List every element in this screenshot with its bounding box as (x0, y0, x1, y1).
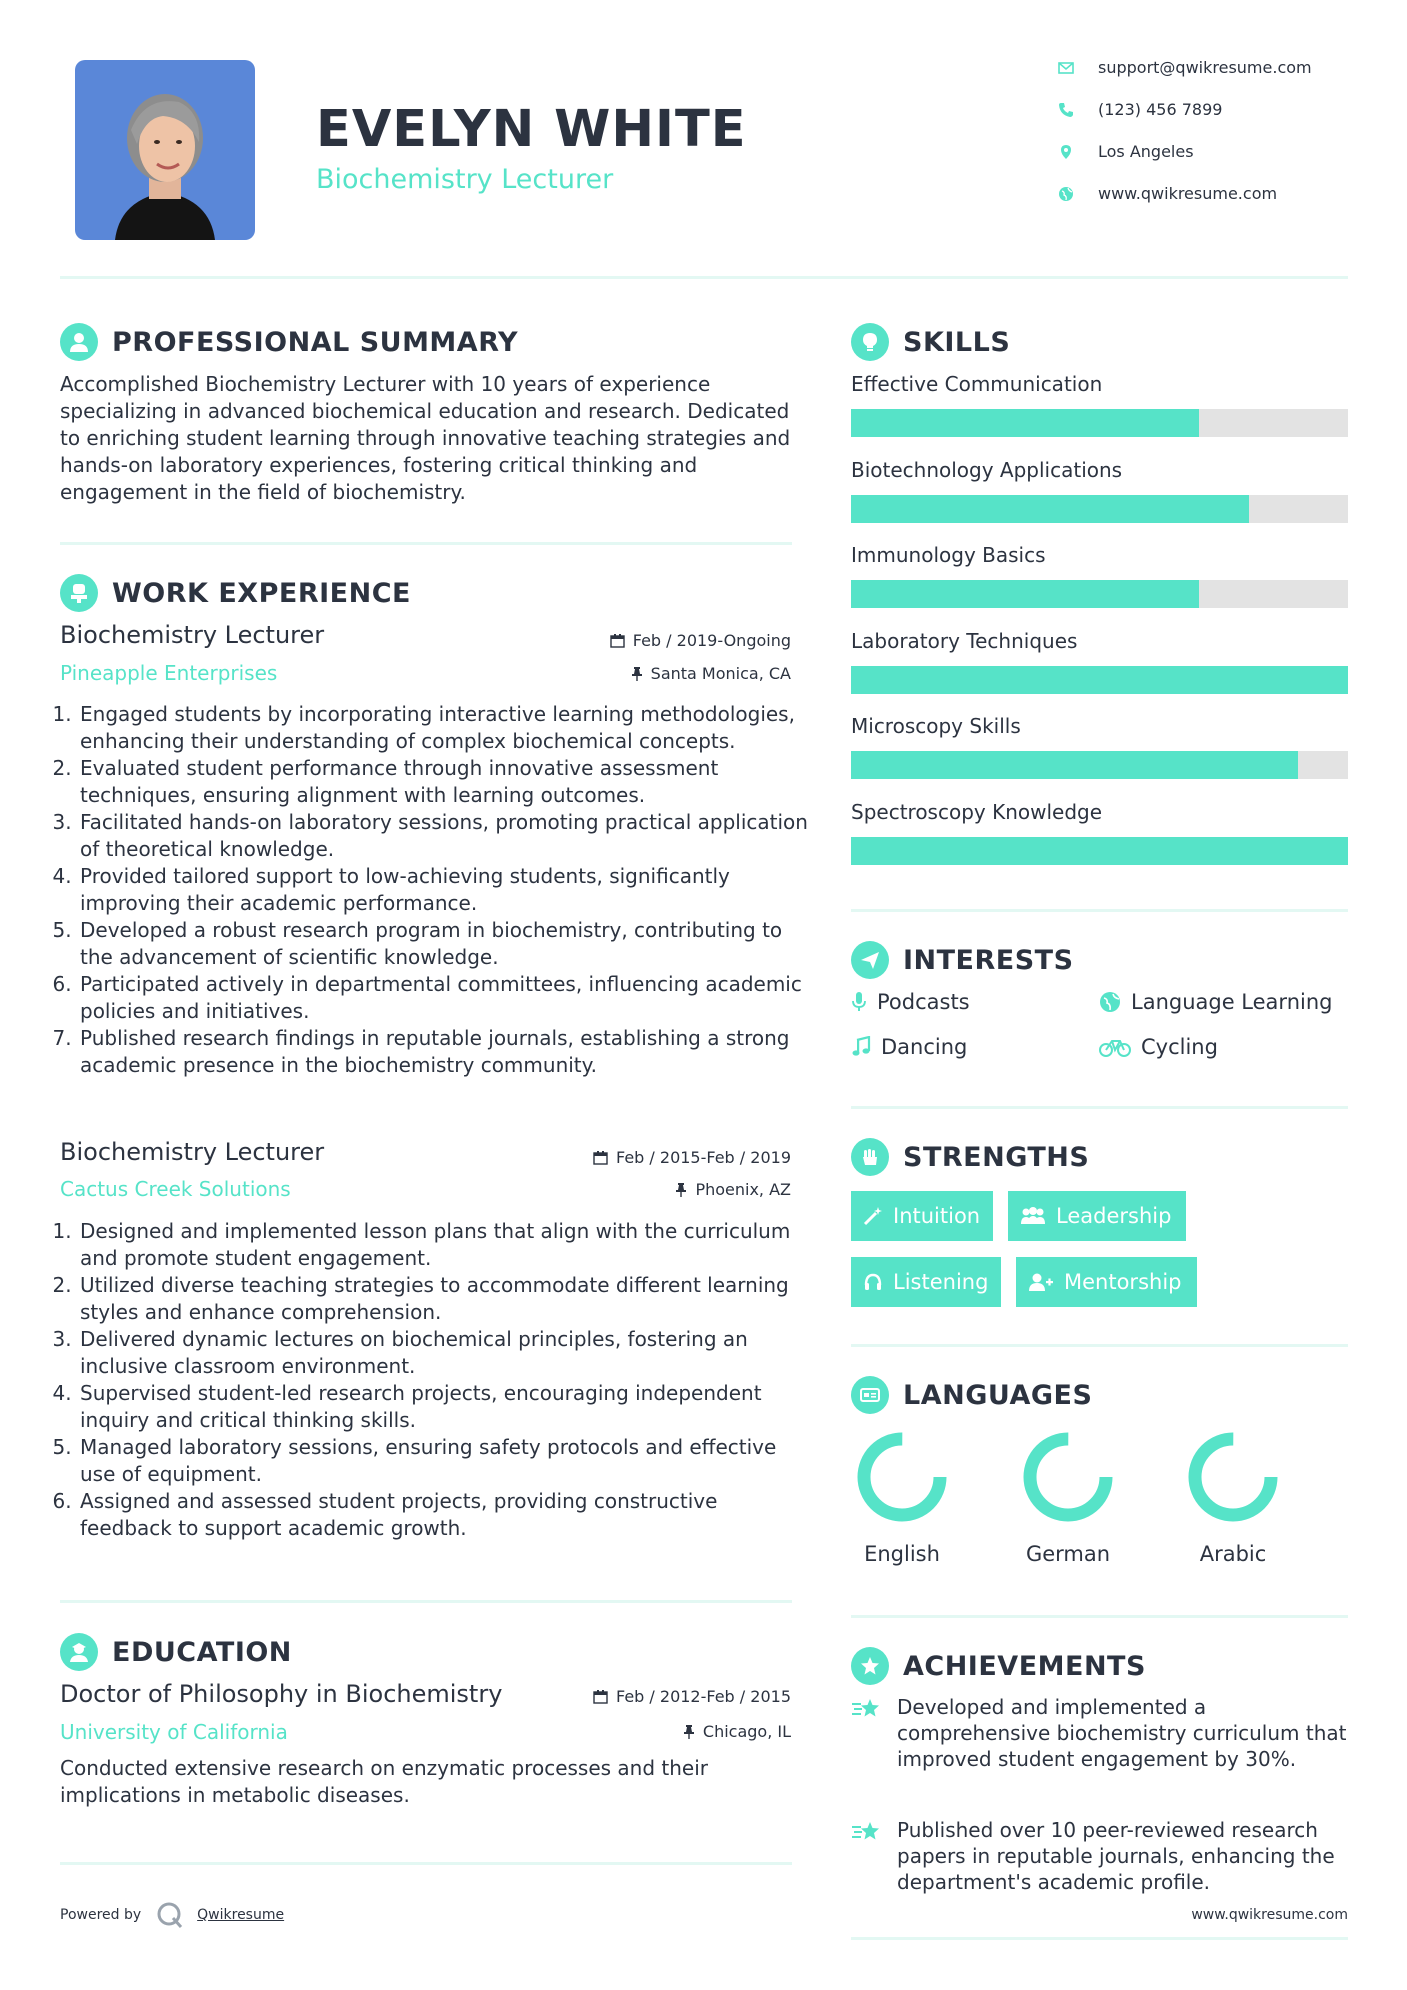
skill-name: Microscopy Skills (851, 714, 1021, 738)
skills-heading-text: SKILLS (903, 326, 1011, 358)
calendar-icon (593, 1689, 608, 1704)
summary-heading (60, 323, 518, 361)
header-divider (60, 276, 1348, 279)
phone-icon (1058, 102, 1074, 118)
strength-tag (1008, 1191, 1186, 1241)
experience-heading-text: WORK EXPERIENCE (112, 577, 411, 609)
skill-bar-fill (851, 495, 1249, 523)
language-ring-arc (864, 1439, 940, 1515)
graduation-icon (60, 1633, 98, 1671)
paper-plane-icon (851, 941, 889, 979)
strength-label: Leadership (1056, 1204, 1172, 1228)
language-ring (847, 1422, 957, 1532)
skill-name: Spectroscopy Knowledge (851, 799, 1103, 824)
strength-label: Intuition (893, 1204, 981, 1228)
education-dates (491, 1687, 791, 1706)
list-item: 2. Utilized diverse teaching strategies to accommodate different learning styles and enhance comprehension. (78, 1272, 808, 1326)
language-name: Arabic (1199, 1542, 1267, 1566)
candidate-name: EVELYN WHITE (316, 100, 747, 159)
pin-icon (683, 1724, 695, 1739)
experience-divider (60, 1600, 792, 1603)
job-title: Biochemistry Lecturer (60, 621, 325, 649)
interest-item (851, 990, 970, 1014)
pin-icon (631, 666, 643, 681)
job-title: Biochemistry Lecturer (60, 1138, 325, 1166)
job-location-text: Santa Monica, CA (650, 664, 791, 683)
job-dates-text: Feb / 2019-Ongoing (632, 631, 791, 650)
contact-phone-text: (123) 456 7899 (1098, 100, 1223, 119)
job-company: Cactus Creek Solutions (60, 1177, 291, 1201)
list-item: 1. Designed and implemented lesson plans that align with the curriculum and promote student engagement. (78, 1218, 808, 1272)
summary-divider (60, 542, 792, 545)
globe-icon (1058, 186, 1074, 202)
music-note-icon (851, 1036, 871, 1058)
strength-tag (1016, 1257, 1197, 1307)
strength-label: Listening (893, 1270, 989, 1294)
language-ring-arc (1195, 1439, 1271, 1515)
list-item: 5. Developed a robust research program in biochemistry, contributing to the advancement of scientific knowledge. (78, 917, 808, 971)
job-location-text: Phoenix, AZ (695, 1180, 791, 1199)
achievement-item (851, 1694, 1348, 1772)
list-item: 5. Managed laboratory sessions, ensuring safety protocols and effective use of equipment. (78, 1434, 808, 1488)
powered-by (60, 1900, 284, 1930)
user-plus-icon (1028, 1272, 1054, 1292)
skills-heading (851, 323, 1010, 361)
job-company: Pineapple Enterprises (60, 661, 278, 685)
list-item: 3. Facilitated hands-on laboratory sessions, promoting practical application of theoretical knowledge. (78, 809, 808, 863)
skill-bar (851, 837, 1348, 865)
language-name: German (1025, 1542, 1111, 1566)
degree-title: Doctor of Philosophy in Biochemistry (60, 1680, 503, 1708)
education-heading-text: EDUCATION (112, 1636, 292, 1668)
skill-name: Immunology Basics (851, 543, 1046, 567)
contact-location-text: Los Angeles (1098, 142, 1194, 161)
education-text: Conducted extensive research on enzymatic processes and their implications in metabolic diseases. (60, 1756, 709, 1807)
education-divider (60, 1862, 792, 1865)
briefcase-icon (60, 574, 98, 612)
skill-name: Effective Communication (851, 372, 1103, 396)
candidate-title: Biochemistry Lecturer (316, 164, 614, 195)
contact-website[interactable] (1058, 184, 1277, 203)
location-icon (1058, 144, 1074, 160)
contact-email[interactable] (1058, 58, 1312, 77)
list-item: 6. Assigned and assessed student projects, providing constructive feedback to support academic growth. (78, 1488, 808, 1542)
magic-wand-icon (863, 1206, 883, 1226)
job-dates (491, 631, 791, 650)
pin-icon (675, 1182, 687, 1197)
languages-heading (851, 1376, 1092, 1414)
achievements-heading-text: ACHIEVEMENTS (903, 1650, 1146, 1682)
school-name: University of California (60, 1720, 288, 1744)
skill-bar (851, 666, 1348, 694)
contact-location (1058, 142, 1194, 161)
education-location-text: Chicago, IL (702, 1722, 791, 1741)
list-item: 4. Provided tailored support to low-achieving students, significantly improving their academic performance. (78, 863, 808, 917)
lightbulb-icon (851, 323, 889, 361)
strengths-divider (851, 1344, 1348, 1347)
skill-bar (851, 495, 1348, 523)
microphone-icon (851, 991, 867, 1013)
education-heading (60, 1633, 292, 1671)
skill-name: Biotechnology Applications (851, 457, 1123, 482)
language-ring (1178, 1422, 1288, 1532)
achievement-item (851, 1817, 1348, 1895)
language-ring (1013, 1422, 1123, 1532)
id-card-icon (851, 1376, 889, 1414)
footer-divider (851, 1937, 1348, 1940)
skill-bar-fill (851, 751, 1298, 779)
skills-divider (851, 909, 1348, 912)
qwikresume-logo-icon (155, 1900, 185, 1930)
contact-website-text: www.qwikresume.com (1098, 184, 1278, 203)
list-item: 7. Published research findings in reputable journals, establishing a strong academic presence in the biochemistry community. (78, 1025, 808, 1079)
language-name: English (864, 1542, 940, 1566)
interest-item (851, 1035, 967, 1059)
calendar-icon (610, 633, 625, 648)
interest-item (1099, 1035, 1218, 1059)
job-location (491, 664, 791, 683)
strength-tag (851, 1191, 993, 1241)
list-item: 3. Delivered dynamic lectures on biochemical principles, fostering an inclusive classroom environment. (78, 1326, 808, 1380)
list-item: 1. Engaged students by incorporating interactive learning methodologies, enhancing their understanding of complex biochemical concepts. (78, 701, 808, 755)
users-icon (1020, 1206, 1046, 1226)
skill-bar (851, 751, 1348, 779)
achievement-text: Published over 10 peer-reviewed research papers in reputable journals, enhancing the department's academic profile. (897, 1818, 1335, 1894)
globe-icon (1099, 991, 1121, 1013)
language-ring-arc (1030, 1439, 1106, 1515)
experience-heading (60, 574, 411, 612)
email-icon (1058, 61, 1074, 75)
headphones-icon (863, 1272, 883, 1292)
achievement-text: Developed and implemented a comprehensive biochemistry curriculum that improved student engagement by 30%. (897, 1695, 1347, 1771)
job-responsibilities (60, 1218, 808, 1542)
strengths-heading (851, 1138, 1089, 1176)
job-responsibilities (60, 701, 808, 1079)
education-location (491, 1722, 791, 1741)
strength-tag (851, 1257, 1001, 1307)
job-location (491, 1180, 791, 1199)
interests-divider (851, 1106, 1348, 1109)
contact-phone[interactable] (1058, 100, 1222, 119)
strengths-heading-text: STRENGTHS (903, 1141, 1090, 1173)
list-item: 2. Evaluated student performance through innovative assessment techniques, ensuring alignment with learning outcomes. (78, 755, 808, 809)
interest-label: Dancing (881, 1035, 968, 1059)
job-dates-text: Feb / 2015-Feb / 2019 (616, 1148, 791, 1167)
list-item: 6. Participated actively in departmental committees, influencing academic policies and initiatives. (78, 971, 808, 1025)
interest-label: Cycling (1141, 1035, 1218, 1059)
achievements-heading (851, 1647, 1146, 1685)
skill-bar (851, 580, 1348, 608)
summary-text: Accomplished Biochemistry Lecturer with 10 years of experience specializing in advanced biochemical education and research. Dedicated to enriching student learning through innovative teaching strategies and hands-on laboratory experiences, fostering critical thinking and engagement in the field of biochemistry. (60, 372, 791, 504)
star-badge-icon (851, 1647, 889, 1685)
calendar-icon (593, 1150, 608, 1165)
strength-label: Mentorship (1064, 1270, 1182, 1294)
languages-heading-text: LANGUAGES (903, 1379, 1093, 1411)
brand-link[interactable]: Qwikresume (197, 1907, 285, 1923)
footer-url[interactable]: www.qwikresume.com (1191, 1907, 1348, 1923)
shooting-star-icon (851, 1696, 883, 1722)
interest-label: Podcasts (877, 990, 970, 1014)
interest-item (1099, 990, 1332, 1014)
job-dates (491, 1148, 791, 1167)
contact-email-text: support@qwikresume.com (1098, 58, 1312, 77)
education-dates-text: Feb / 2012-Feb / 2015 (616, 1687, 791, 1706)
skill-bar (851, 409, 1348, 437)
powered-by-text: Powered by (60, 1907, 142, 1923)
skill-bar-fill (851, 580, 1199, 608)
languages-divider (851, 1615, 1348, 1618)
interests-heading-text: INTERESTS (903, 944, 1074, 976)
interest-label: Language Learning (1131, 990, 1333, 1014)
shooting-star-icon (851, 1819, 883, 1845)
skill-name: Laboratory Techniques (851, 628, 1078, 653)
summary-heading-text: PROFESSIONAL SUMMARY (112, 326, 519, 358)
user-icon (60, 323, 98, 361)
fist-icon (851, 1138, 889, 1176)
skill-bar-fill (851, 666, 1348, 694)
bicycle-icon (1099, 1036, 1131, 1058)
skill-bar-fill (851, 409, 1199, 437)
interests-heading (851, 941, 1074, 979)
skill-bar-fill (851, 837, 1348, 865)
list-item: 4. Supervised student-led research projects, encouraging independent inquiry and critical thinking skills. (78, 1380, 808, 1434)
profile-photo (75, 60, 255, 240)
